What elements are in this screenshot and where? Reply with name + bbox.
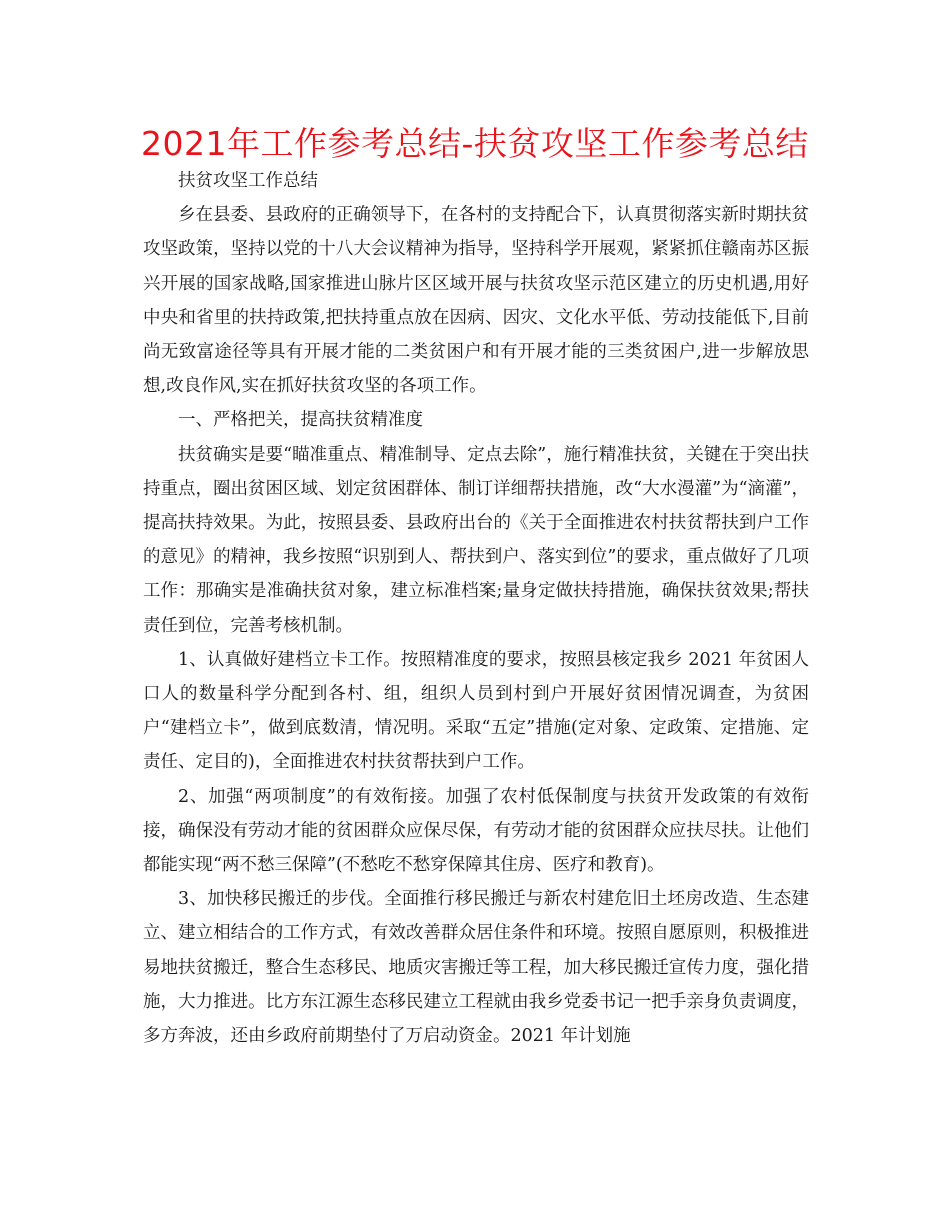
paragraph: 扶贫确实是要“瞄准重点、精准制导、定点去除”，施行精准扶贫，关键在于突出扶持重点，圈出贫困区域、划定贫困群体、制订详细帮扶措施，改“大水漫灌”为“滴灌”，提高扶持效果。为此，按照县委、县政府出台的《关于全面推进农村扶贫帮扶到户工作的意见》的精神，我乡按照“识别到人、帮扶到户、落实到位”的要求，重点做好了几项工作：那确实是准确扶贫对象，建立标准档案;量身定做扶持措施，确保扶贫效果;帮扶责任到位，完善考核机制。 xyxy=(143,444,809,636)
document-title: 2021年工作参考总结-扶贫攻坚工作参考总结 xyxy=(141,124,809,163)
paragraph: 3、加快移民搬迁的步伐。全面推行移民搬迁与新农村建危旧土坯房改造、生态建立、建立相结合的工作方式，有效改善群众居住条件和环境。按照自愿原则，积极推进易地扶贫搬迁，整合生态移民、地质灾害搬迁等工程，加大移民搬迁宣传力度，强化措施，大力推进。比方东江源生态移民建立工程就由我乡党委书记一把手亲身负责调度，多方奔波，还由乡政府前期垫付了万启动资金。2021 年计划施 xyxy=(143,889,809,1047)
paragraph: 乡在县委、县政府的正确领导下，在各村的支持配合下，认真贯彻落实新时期扶贫攻坚政策，坚持以党的十八大会议精神为指导，坚持科学开展观，紧紧抓住赣南苏区振兴开展的国家战略,国家推进山脉片区区域开展与扶贫攻坚示范区建立的历史机遇,用好中央和省里的扶持政策,把扶持重点放在因病、因灾、文化水平低、劳动技能低下,目前尚无致富途径等具有开展才能的二类贫困户和有开展才能的三类贫困户,进一步解放思想,改良作风,实在抓好扶贫攻坚的各项工作。 xyxy=(143,205,809,397)
paragraph: 2、加强“两项制度”的有效衔接。加强了农村低保制度与扶贫开发政策的有效衔接，确保没有劳动才能的贫困群众应保尽保，有劳动才能的贫困群众应扶尽扶。让他们都能实现“两不愁三保障”(不愁吃不愁穿保障其住房、医疗和教育)。 xyxy=(143,786,809,876)
paragraph: 1、认真做好建档立卡工作。按照精准度的要求，按照县核定我乡 2021 年贫困人口人的数量科学分配到各村、组，组织人员到村到户开展好贫困情况调查，为贫困户“建档立卡”，做到底数清，情况明。采取“五定”措施(定对象、定政策、定措施、定责任、定目的)，全面推进农村扶贫帮扶到户工作。 xyxy=(143,649,809,773)
section-heading: 一、严格把关，提高扶贫精准度 xyxy=(178,410,423,431)
document-body xyxy=(143,164,809,1053)
section-subtitle: 扶贫攻坚工作总结 xyxy=(178,171,318,191)
